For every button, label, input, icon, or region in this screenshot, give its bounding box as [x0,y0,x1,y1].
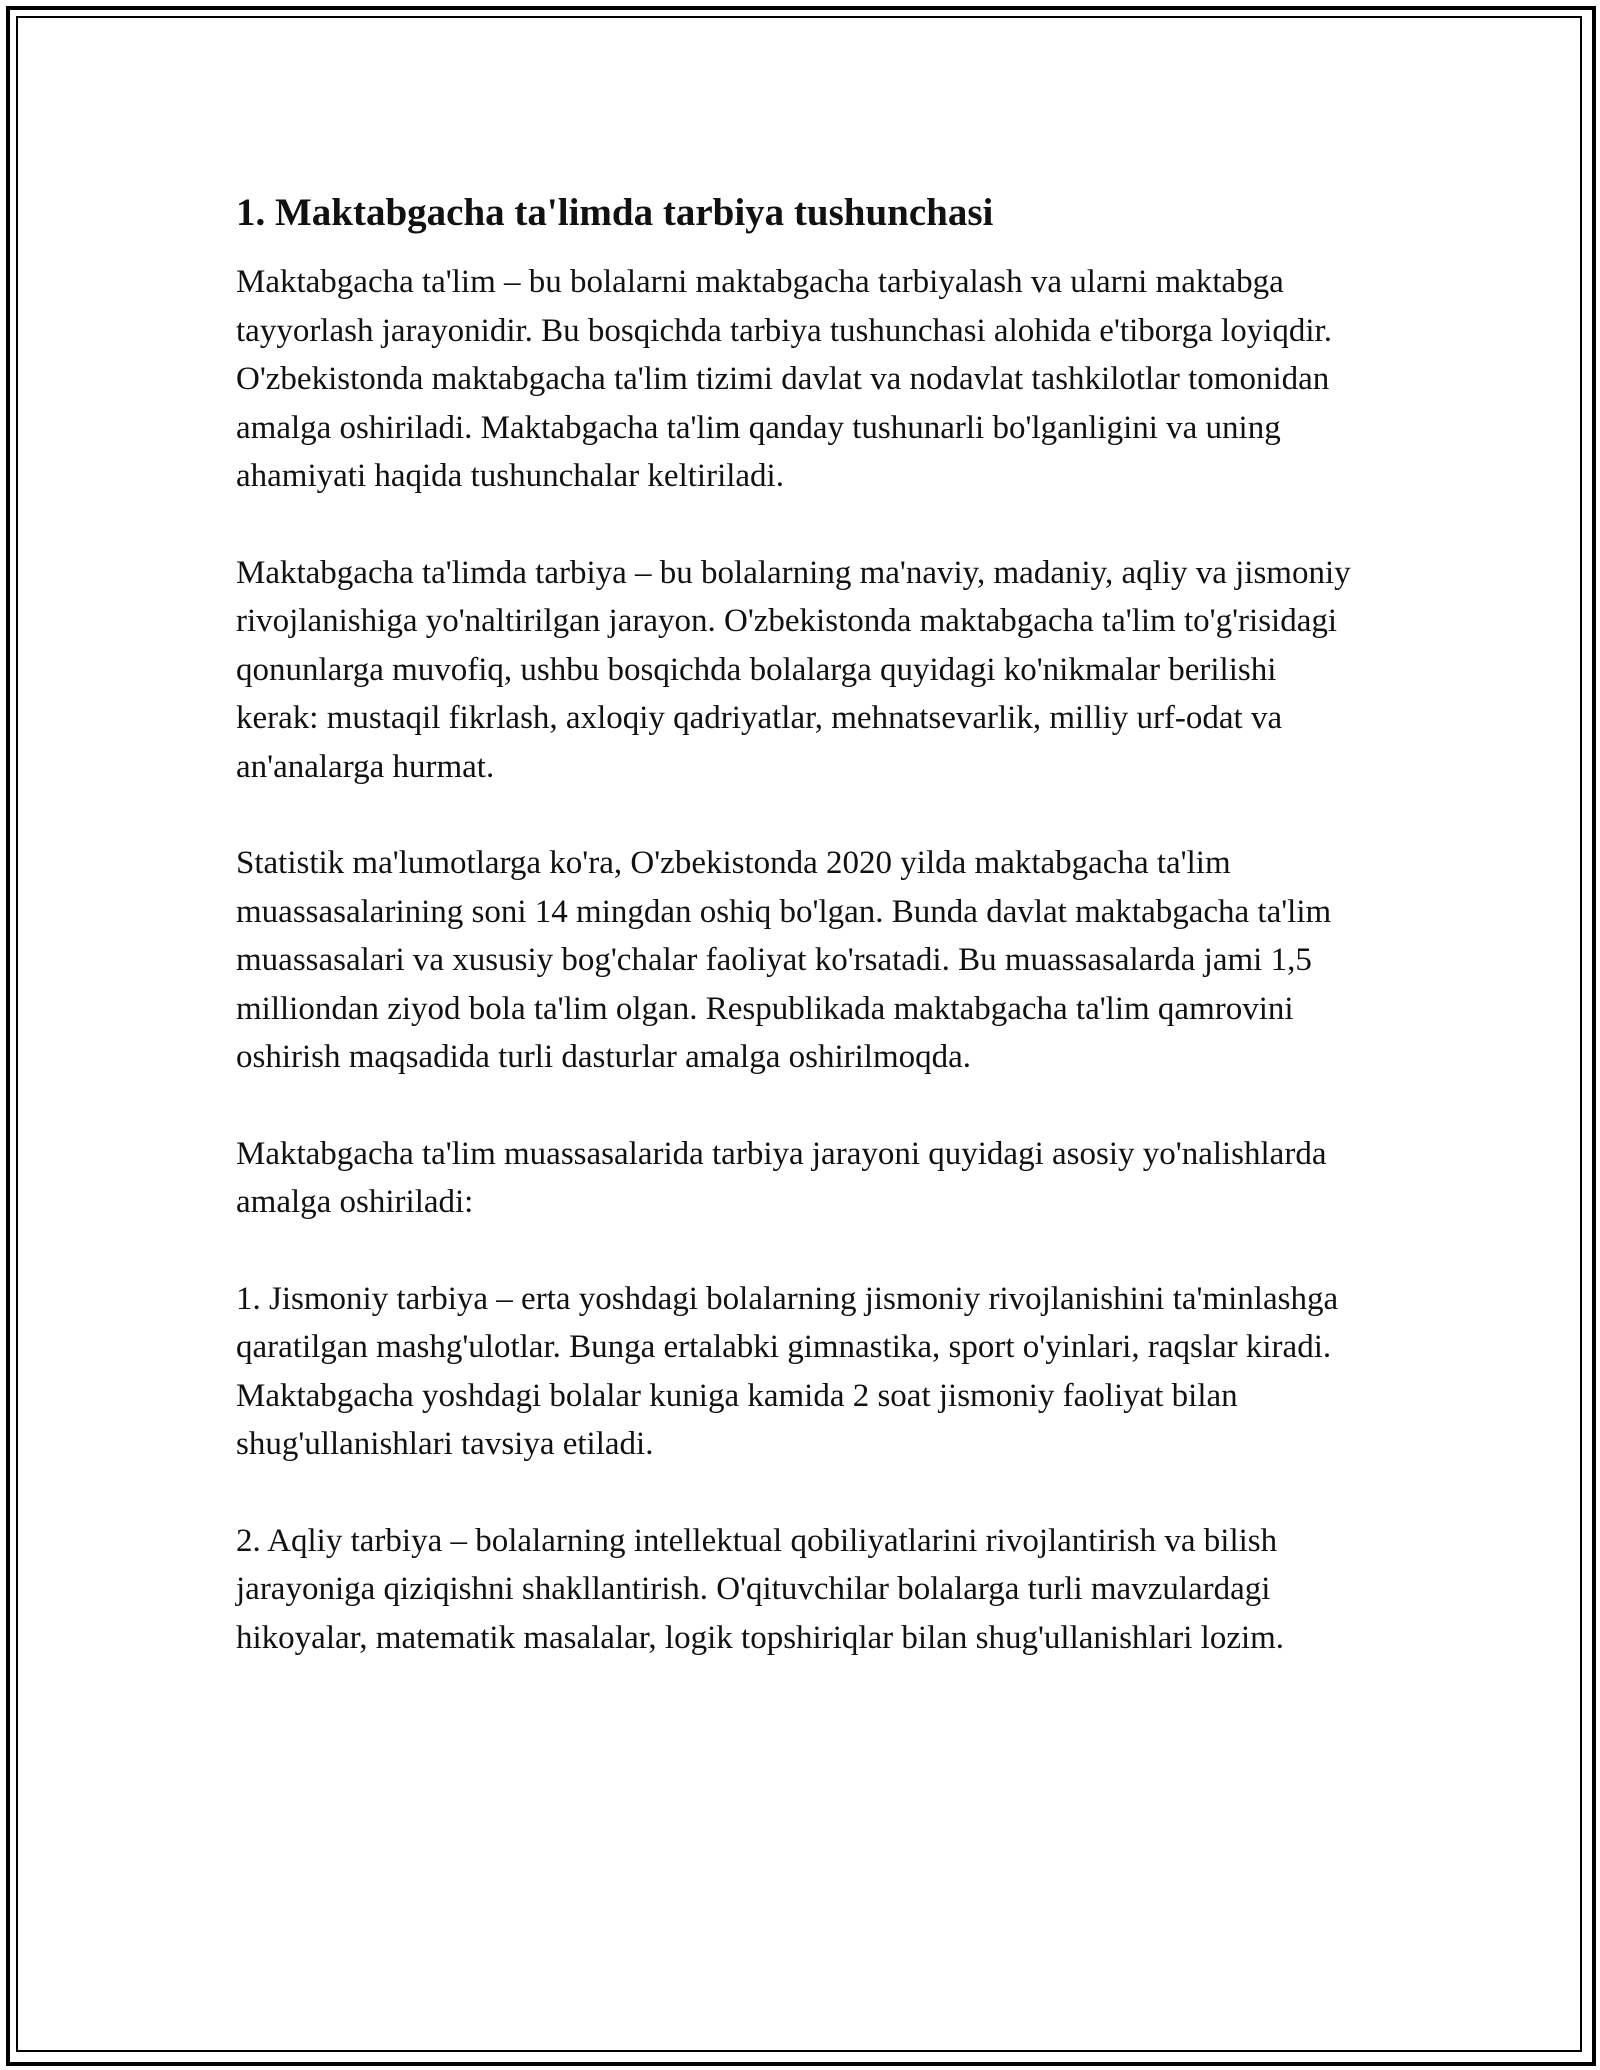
list-item-physical-education: 1. Jismoniy tarbiya – erta yoshdagi bolalarning jismoniy rivojlanishini ta'minlashga qaratilgan mashg'ulotlar. Bunga ertalabki gimnastika, sport o'yinlari, raqslar kiradi. Maktabgacha yoshdagi bolalar kuniga kamida 2 soat jismoniy faoliyat bilan shug'ullanishlari tavsiya etiladi. [236,1280,1339,1462]
section-heading: 1. Maktabgacha ta'limda tarbiya tushunchasi [236,191,994,234]
paragraph-upbringing: Maktabgacha ta'limda tarbiya – bu bolalarning ma'naviy, madaniy, aqliy va jismoniy rivojlanishiga yo'naltirilgan jarayon. O'zbekistonda maktabgacha ta'lim to'g'risidagi qonunlarga muvofiq, ushbu bosqichda bolalarga quyidagi ko'nikmalar berilishi kerak: mustaqil fikrlash, axloqiy qadriyatlar, mehnatsevarlik, milliy urf-odat va an'analarga hurmat. [236,554,1351,785]
paragraph-directions-intro: Maktabgacha ta'lim muassasalarida tarbiya jarayoni quyidagi asosiy yo'nalishlarda amalga oshiriladi: [236,1135,1327,1220]
document-body [236,184,1366,1710]
paragraph-statistics: Statistik ma'lumotlarga ko'ra, O'zbekistonda 2020 yilda maktabgacha ta'lim muassasalarining soni 14 mingdan oshiq bo'lgan. Bunda davlat maktabgacha ta'lim muassasalari va xususiy bog'chalar faoliyat ko'rsatadi. Bu muassasalarda jami 1,5 milliondan ziyod bola ta'lim olgan. Respublikada maktabgacha ta'lim qamrovini oshirish maqsadida turli dasturlar amalga oshirilmoqda. [236,845,1332,1075]
paragraph-definition: Maktabgacha ta'lim – bu bolalarni maktabgacha tarbiyalash va ularni maktabga tayyorlash jarayonidir. Bu bosqichda tarbiya tushunchasi alohida e'tiborga loyiqdir. O'zbekistonda maktabgacha ta'lim tizimi davlat va nodavlat tashkilotlar tomonidan amalga oshiriladi. Maktabgacha ta'lim qanday tushunarli bo'lganligini va uning ahamiyati haqida tushunchalar keltiriladi. [236,264,1332,494]
list-item-mental-education: 2. Aqliy tarbiya – bolalarning intellektual qobiliyatlarini rivojlantirish va bilish jarayoniga qiziqishni shakllantirish. O'qituvchilar bolalarga turli mavzulardagi hikoyalar, matematik masalalar, logik topshiriqlar bilan shug'ullanishlari lozim. [236,1522,1285,1656]
